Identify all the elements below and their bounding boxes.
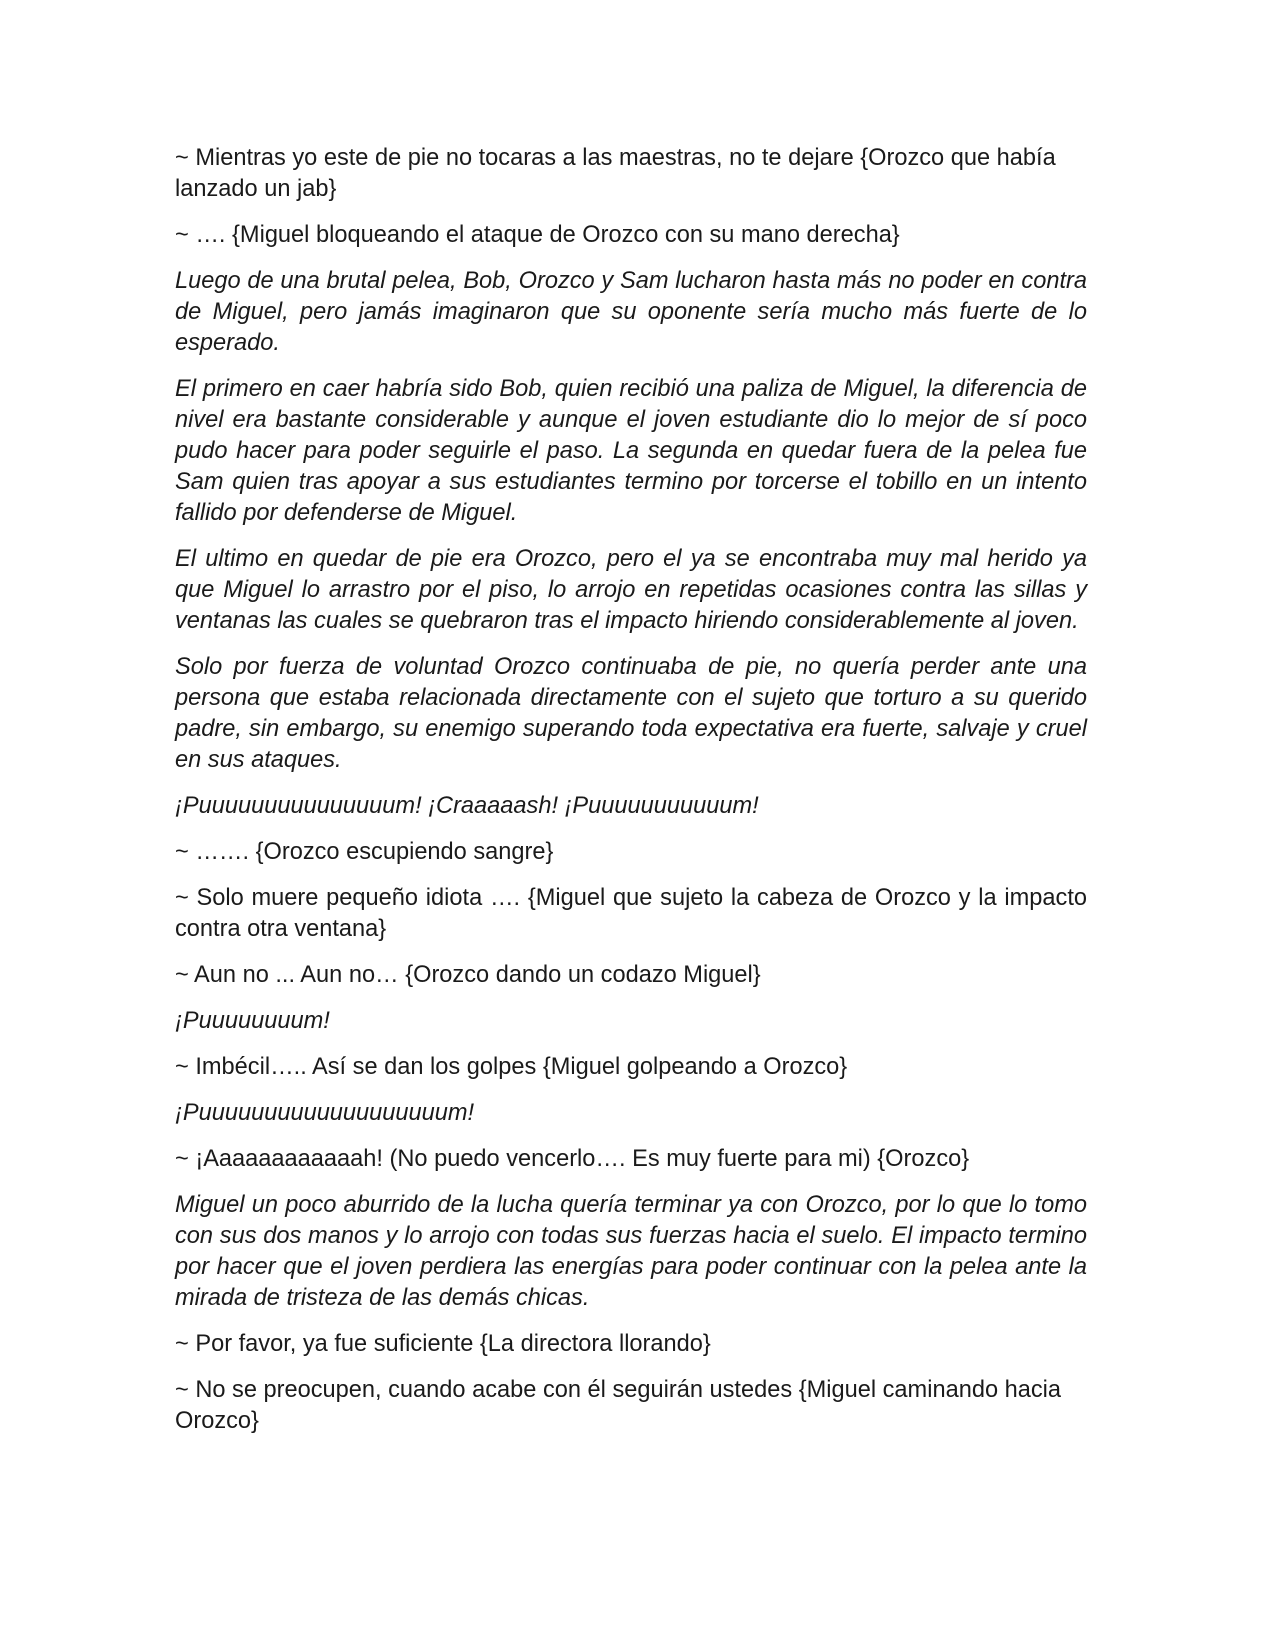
- dialogue-line: ~ …. {Miguel bloqueando el ataque de Orozco con su mano derecha}: [175, 222, 900, 248]
- dialogue-line: ~ Solo muere pequeño idiota …. {Miguel que sujeto la cabeza de Orozco y la impacto contra otra ventana}: [175, 885, 1087, 942]
- sound-effect-line: ¡Puuuuuuuuuuuuuuuuuuum!: [175, 1100, 475, 1126]
- dialogue-line: ~ Mientras yo este de pie no tocaras a las maestras, no te dejare {Orozco que había lanzado un jab}: [175, 145, 1056, 202]
- dialogue-line: ~ Por favor, ya fue suficiente {La directora llorando}: [175, 1331, 711, 1357]
- narration-paragraph: Luego de una brutal pelea, Bob, Orozco y Sam lucharon hasta más no poder en contra de Miguel, pero jamás imaginaron que su oponente sería mucho más fuerte de lo esperado.: [175, 268, 1087, 356]
- narration-paragraph: El ultimo en quedar de pie era Orozco, pero el ya se encontraba muy mal herido ya que Miguel lo arrastro por el piso, lo arrojo en repetidas ocasiones contra las sillas y ventanas las cuales se quebraron tras el impacto hiriendo considerablemente al joven.: [175, 546, 1087, 634]
- sound-effect-line: ¡Puuuuuuuuuuuuuuum! ¡Craaaaash! ¡Puuuuuuuuuuum!: [175, 793, 759, 819]
- dialogue-line: ~ Imbécil….. Así se dan los golpes {Miguel golpeando a Orozco}: [175, 1054, 848, 1080]
- dialogue-line: ~ ……. {Orozco escupiendo sangre}: [175, 839, 554, 865]
- document-page: [175, 143, 1087, 1452]
- dialogue-line: ~ ¡Aaaaaaaaaaaah! (No puedo vencerlo…. Es muy fuerte para mi) {Orozco}: [175, 1146, 970, 1172]
- dialogue-line: ~ No se preocupen, cuando acabe con él seguirán ustedes {Miguel caminando hacia Orozco}: [175, 1377, 1062, 1434]
- narration-paragraph: Solo por fuerza de voluntad Orozco continuaba de pie, no quería perder ante una persona que estaba relacionada directamente con el sujeto que torturo a su querido padre, sin embargo, su enemigo superando toda expectativa era fuerte, salvaje y cruel en sus ataques.: [175, 654, 1087, 773]
- sound-effect-line: ¡Puuuuuuuum!: [175, 1008, 330, 1034]
- narration-paragraph: El primero en caer habría sido Bob, quien recibió una paliza de Miguel, la diferencia de nivel era bastante considerable y aunque el joven estudiante dio lo mejor de sí poco pudo hacer para poder seguirle el paso. La segunda en quedar fuera de la pelea fue Sam quien tras apoyar a sus estudiantes termino por torcerse el tobillo en un intento fallido por defenderse de Miguel.: [175, 376, 1087, 526]
- dialogue-line: ~ Aun no ... Aun no… {Orozco dando un codazo Miguel}: [175, 962, 761, 988]
- narration-paragraph: Miguel un poco aburrido de la lucha quería terminar ya con Orozco, por lo que lo tomo con sus dos manos y lo arrojo con todas sus fuerzas hacia el suelo. El impacto termino por hacer que el joven perdiera las energías para poder continuar con la pelea ante la mirada de tristeza de las demás chicas.: [175, 1192, 1087, 1311]
